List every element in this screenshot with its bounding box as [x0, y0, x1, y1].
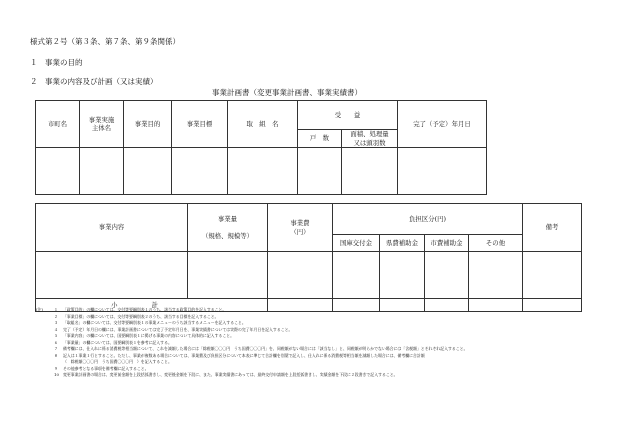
plan-title: 事業計画書（変更事業計画書、事業実績書） [212, 88, 362, 97]
note-text: 「取組名」の欄については、交付等要綱別表１の事業メニューのうち該当するメニューを記入すること。 [63, 320, 246, 325]
input-initiative[interactable] [228, 148, 298, 195]
header-burden: 負担区分(円) [333, 204, 523, 235]
note-text: その他参考となる事項を備考欄に記入すること。 [63, 365, 149, 371]
header-remarks: 備考 [523, 204, 582, 252]
note-text: 「事業目標」の欄については、交付等要綱別表２のうち、該当する目標を記入すること。 [63, 313, 219, 319]
header-beneficiary: 受 益 [298, 101, 398, 130]
note-item [54, 372, 614, 379]
input-cost[interactable] [268, 252, 333, 299]
note-number: ７ [54, 346, 58, 351]
business-plan-table [35, 100, 487, 195]
input-prefectural-subsidy[interactable] [380, 252, 425, 299]
header-initiative: 取 組 名 [228, 101, 298, 148]
notes-list [54, 307, 614, 379]
note-number: ４ [54, 326, 58, 332]
input-completion-date[interactable] [398, 148, 487, 195]
input-national-grant[interactable] [333, 252, 380, 299]
note-number: ２ [54, 313, 58, 319]
header-municipal-subsidy: 市費補助金 [425, 235, 469, 252]
input-other[interactable] [469, 252, 523, 299]
section-business-content: ２ 事業の内容及び計画（又は実績） [30, 77, 158, 86]
header-completion-date: 完了（予定）年月日 [398, 101, 487, 148]
business-content-table [35, 203, 582, 312]
header-quantity: 事業量 （規格、規模等） [188, 204, 268, 252]
note-text: 完了（予定）年月日の欄には、事業計画書については完了予定年月日を、事業実績書については実際の完了年月日を記入すること。 [63, 326, 293, 332]
input-remarks[interactable] [523, 252, 582, 299]
note-number: １ [54, 307, 58, 312]
form-number: 様式第２号（第３条、第７条、第９条関係） [30, 37, 180, 46]
input-municipal-subsidy[interactable] [425, 252, 469, 299]
note-text: 変更事業計画書の場合は、変更前金額を上段括弧書きし、変更後金額を下段に、また、事業実績書にあっては、最終交付申請額を上段括弧書きし、実績金額を下段に２段書きで記入すること。 [63, 372, 398, 377]
note-text: （ 除税額〇〇〇円 うち国費〇〇〇円 ）を記入すること。 [63, 359, 172, 364]
input-purpose[interactable] [124, 148, 172, 195]
input-quantity[interactable] [188, 252, 268, 299]
note-number: ３ [54, 320, 58, 325]
header-purpose: 事業目的 [124, 101, 172, 148]
note-text: 「政策目的」の欄については、交付等要綱別表１のうち、該当する政策目的を記入すること。 [63, 307, 227, 312]
note-number: 10 [54, 372, 59, 377]
input-content[interactable] [36, 252, 188, 299]
note-text: 「事業量」の欄については、国要綱別表１を参考に記入する。 [63, 339, 172, 345]
input-entity[interactable] [80, 148, 124, 195]
header-municipality: 市町名 [36, 101, 80, 148]
header-national-grant: 国庫交付金 [333, 235, 380, 252]
header-content: 事業内容 [36, 204, 188, 252]
input-area[interactable] [342, 148, 398, 195]
notes-lead: (注) [36, 307, 43, 312]
note-text: 記入は１事業１行とすること。ただし、事業が複数ある場合については、事業費及び負担区分について本表に準じて合計欄を別葉で記入し、仕入れに係る消費税等相当額を減額した場合には、備考欄に合計額 [63, 352, 425, 358]
header-other: その他 [469, 235, 523, 252]
header-area: 面積、処理量 又は頭羽数 [342, 130, 398, 148]
header-households: 戸 数 [298, 130, 342, 148]
note-number: ９ [54, 365, 58, 371]
note-text: 「事業内容」の欄については、国要綱別表１に掲げる事業の内容について具体的に記入すること。 [63, 333, 235, 338]
note-number: ８ [54, 352, 58, 358]
note-number: ５ [54, 333, 58, 338]
section-business-purpose: １ 事業の目的 [30, 58, 83, 67]
input-municipality[interactable] [36, 148, 80, 195]
subtotal-label: 小計 [36, 299, 268, 312]
input-households[interactable] [298, 148, 342, 195]
note-number: ６ [54, 339, 58, 345]
note-text: 備考欄には、仕入れに係る消費税等相当額について、これを減額した場合には「除税額〇〇〇円 うち国費〇〇〇円」を、同税額がない場合には「該当なし」と、同税額が明らかでない場合には「含税額」とそれぞれ記入すること。 [63, 346, 468, 351]
header-cost: 事業費 （円） [268, 204, 333, 252]
header-prefectural-subsidy: 県費補助金 [380, 235, 425, 252]
input-target[interactable] [172, 148, 228, 195]
header-entity: 事業実施 主体名 [80, 101, 124, 148]
header-target: 事業目標 [172, 101, 228, 148]
